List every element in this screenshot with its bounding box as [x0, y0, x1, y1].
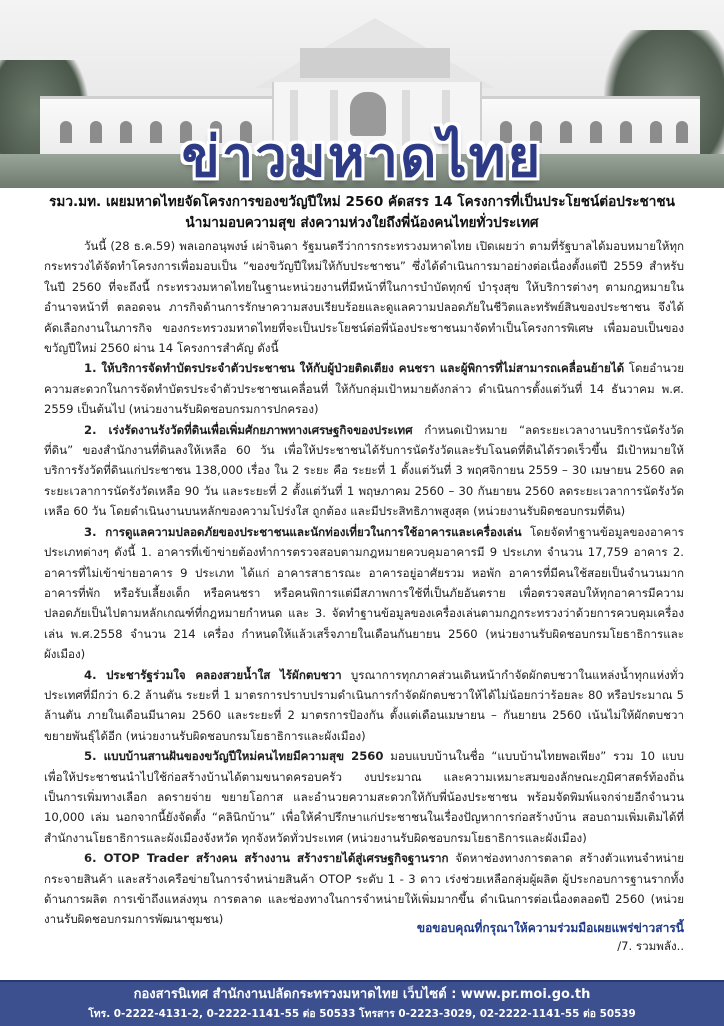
item-2: [44, 420, 684, 522]
continued-marker: /7. รวมพลัง..: [617, 939, 684, 953]
item-5-body: มอบแบบบ้านในชื่อ “แบบบ้านไทยพอเพียง” รวม 10 แบบ เพื่อให้ประชาชนนำไปใช้ก่อสร้างบ้านได้ตามขนาดครอบครัว งบประมาณ และความเหมาะสมของลักษณะภูมิศาสตร์ท้องถิ่น เป็นการเพิ่มทางเลือก ลดรายจ่าย ขยายโอกาส และอำนวยความสะดวกให้กับพี่น้องประชาชน พร้อมจัดพิมพ์แจกจ่ายอีกจำนวน 10,000 เล่ม นอกจากนี้ยังจัดตั้ง “คลินิกบ้าน” เพื่อให้คำปรึกษาแก่ประชาชนในเรื่องปัญหาการก่อสร้างบ้าน สอบถามเพิ่มเติมได้ที่สำนักงานโยธาธิการและผังเมืองจังหวัด ทุกจังหวัดทั่วประเทศ (หน่วยงานรับผิดชอบกรมโยธาธิการและผังเมือง): [44, 749, 684, 845]
headline-line-1: รมว.มท. เผยมหาดไทยจัดโครงการของขวัญปีใหม่ 2560 คัดสรร 14 โครงการที่เป็นประโยชน์ต่อประชาชน: [49, 194, 675, 210]
roof-ornament: [300, 48, 450, 78]
item-5: [44, 746, 684, 848]
item-5-title: 5. แบบบ้านสานฝันของขวัญปีใหม่คนไทยมีความสุข 2560: [84, 749, 384, 764]
item-2-title: 2. เร่งรัดงานรังวัดที่ดินเพื่อเพิ่มศักยภาพทางเศรษฐกิจของประเทศ: [84, 422, 413, 437]
item-4-title: 4. ประชารัฐร่วมใจ คลองสวยน้ำใส ไร้ผักตบชวา: [84, 667, 342, 682]
item-6: [44, 848, 684, 930]
headline-line-2: นำมามอบความสุข ส่งความห่วงใยถึงพี่น้องคนไทยทั่วประเทศ: [185, 215, 539, 231]
item-3-title: 3. การดูแลความปลอดภัยของประชาชนและนักท่องเที่ยวในการใช้อาคารและเครื่องเล่น: [84, 524, 522, 539]
item-1-body: โดยอำนวยความสะดวกในการจัดทำบัตรประจำตัวประชาชนเคลื่อนที่ ให้กับกลุ่มเป้าหมายดังกล่าว ดำเนินการตั้งแต่วันที่ 14 ธันวาคม พ.ศ. 2559 เป็นต้นไป (หน่วยงานรับผิดชอบกรมการปกครอง): [44, 361, 684, 417]
banner-photo: [0, 0, 724, 188]
item-1: [44, 358, 684, 419]
footer-website: กองสารนิเทศ สำนักงานปลัดกระทรวงมหาดไทย เว็บไซต์ : www.pr.moi.go.th: [133, 987, 591, 1002]
item-6-body: จัดหาช่องทางการตลาด สร้างตัวแทนจำหน่าย กระจายสินค้า และสร้างเครือข่ายในการจำหน่ายสินค้า OTOP ระดับ 1 - 3 ดาว เร่งช่วยเหลือกลุ่มผู้ผลิต ผู้ประกอบการฐานรากทั้งด้านการผลิต การเข้าถึงแหล่งทุน การตลาด และช่องทางในการจำหน่ายให้เพิ่มมากขึ้น ดำเนินการต่อเนื่องตลอดปี 2560 (หน่วยงานรับผิดชอบกรมการพัฒนาชุมชน): [44, 851, 685, 927]
intro-paragraph: วันนี้ (28 ธ.ค.59) พลเอกอนุพงษ์ เผ่าจินดา รัฐมนตรีว่าการกระทรวงมหาดไทย เปิดเผยว่า ตามที่รัฐบาลได้มอบหมายให้ทุกกระทรวงได้จัดทำโครงการเพื่อมอบเป็น “ของขวัญปีใหม่ให้กับประชาชน” ซึ่งได้ดำเนินการมาอย่างต่อเนื่องตั้งแต่ปี 2559 สำหรับ ในปี 2560 ที่จะถึงนี้ กระทรวงมหาดไทยในฐานะหน่วยงานที่มีหน้าที่ในการบำบัดทุกข์ บำรุงสุข ให้บริการต่างๆ ตามกฎหมายในอำนาจหน้าที่ ตลอดจน ภารกิจด้านการรักษาความสงบเรียบร้อยและดูแลความปลอดภัยในชีวิตและทรัพย์สินของประชาชน จึงได้คัดเลือกงานในภารกิจ ของกระทรวงมหาดไทยที่จะเป็นประโยชน์ต่อพี่น้องประชาชนมาจัดทำเป็นโครงการพิเศษ เพื่อมอบเป็นของขวัญปีใหม่ 2560 ผ่าน 14 โครงการสำคัญ ดังนี้: [44, 239, 684, 356]
masthead-title: ข่าวมหาดไทย: [181, 125, 543, 188]
footer-contact: โทร. 0-2222-4131-2, 0-2222-1141-55 ต่อ 50533 โทรสาร 0-2223-3029, 02-2222-1141-55 ต่อ 50539: [88, 1008, 636, 1020]
item-6-title: 6. OTOP Trader สร้างคน สร้างงาน สร้างรายได้สู่เศรษฐกิจฐานราก: [84, 851, 449, 866]
item-1-title: 1. ให้บริการจัดทำบัตรประจำตัวประชาชน ให้กับผู้ป่วยติดเตียง คนชรา และผู้พิการที่ไม่สามารถเคลื่อนย้ายได้: [84, 361, 625, 376]
item-3: [44, 522, 684, 665]
item-2-body: กำหนดเป้าหมาย “ลดระยะเวลางานบริการนัดรังวัดที่ดิน” ของสำนักงานที่ดินลงให้เหลือ 60 วัน เพื่อให้ประชาชนได้รับการนัดรังวัดและรับโฉนดที่ดินได้รวดเร็วขึ้น มีเป้าหมายให้บริการรังวัดที่ดินแก่ประชาชน 138,000 เรื่อง ใน 2 ระยะ คือ ระยะที่ 1 ตั้งแต่วันที่ 3 พฤศจิกายน 2559 – 30 เมษายน 2560 ลดระยะเวลาการนัดรังวัดเหลือ 90 วัน และระยะที่ 2 ตั้งแต่วันที่ 1 พฤษภาคม 2560 – 30 กันยายน 2560 ลดระยะเวลาการนัดรังวัดเหลือ 60 วัน โดยดำเนินงานบนหลักของความโปร่งใส ถูกต้อง และมีประสิทธิภาพสูงสุด (หน่วยงานรับผิดชอบกรมที่ดิน): [44, 422, 684, 519]
footer-bar: [0, 980, 724, 1026]
headline: [40, 192, 684, 234]
item-4: [44, 665, 684, 747]
thanks-note: ขอขอบคุณที่กรุณาให้ความร่วมมือเผยแพร่ข่าวสารนี้: [416, 921, 684, 935]
article-body: [44, 236, 684, 930]
item-3-body: โดยจัดทำฐานข้อมูลของอาคารประเภทต่างๆ ดังนี้ 1. อาคารที่เข้าข่ายต้องทำการตรวจสอบตามกฎหมายควบคุมอาคารมี 9 ประเภท จำนวน 17,759 อาคาร 2. อาคารที่ไม่เข้าข่ายอาคาร 9 ประเภท ได้แก่ อาคารสาธารณะ อาคารอยู่อาศัยรวม หอพัก อาคารที่มีคนใช้สอยเป็นจำนวนมาก อาคารที่พัก หรือรับเลี้ยงเด็ก หรือคนชรา หรือคนพิการแต่มีสภาพการใช้ที่เป็นภัยอันตราย เพื่อตรวจสอบให้ทุกอาคารมีความปลอดภัยเป็นไปตามหลักเกณฑ์ที่กฎหมายกำหนด และ 3. จัดทำฐานข้อมูลของเครื่องเล่นตามกฎกระทรวงว่าด้วยการควบคุมเครื่องเล่น พ.ศ.2558 จำนวน 214 เครื่อง กำหนดให้แล้วเสร็จภายในเดือนกันยายน 2560 (หน่วยงานรับผิดชอบกรมโยธาธิการและผังเมือง): [44, 524, 684, 662]
item-4-body: บูรณาการทุกภาคส่วนเดินหน้ากำจัดผักตบชวาในแหล่งน้ำทุกแห่งทั่วประเทศที่มีกว่า 6.2 ล้านตัน ระยะที่ 1 มาตรการปราบปรามดำเนินการกำจัดผักตบชวาให้ได้ไม่น้อยกว่าร้อยละ 80 หรือประมาณ 5 ล้านตัน ภายในเดือนมีนาคม 2560 และระยะที่ 2 มาตรการป้องกัน ตั้งแต่เดือนเมษายน – กันยายน 2560 เน้นไม่ให้ผักตบชวาขยายพันธุ์ได้อีก (หน่วยงานรับผิดชอบกรมโยธาธิการและผังเมือง): [44, 667, 684, 743]
